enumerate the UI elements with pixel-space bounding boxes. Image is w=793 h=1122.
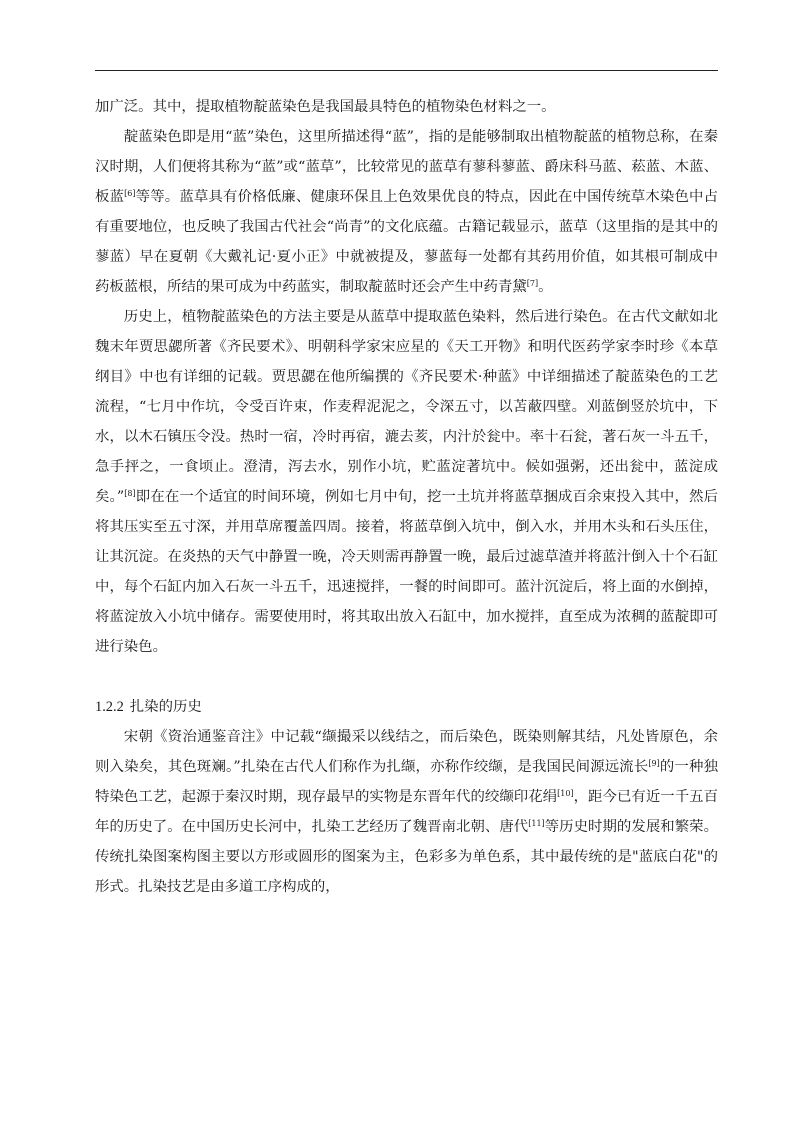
paragraph-text: 。 — [538, 279, 553, 295]
citation-ref: [9] — [648, 759, 660, 769]
section-number: 1.2.2 — [95, 699, 124, 715]
paragraph-tie-dye-history — [95, 722, 718, 902]
paragraph-continuation: 加广泛。其中，提取植物靛蓝染色是我国最具特色的植物染色材料之一。 — [95, 99, 556, 115]
paragraph-indigo-definition — [95, 122, 718, 302]
paragraph-text: 即在在一个适宜的时间环境，例如七月中旬，挖一土坑并将蓝草捆成百余束投入其中，然后将其压实至五寸深，并用草席覆盖四周。接着，将蓝草倒入坑中，倒入水，并用木头和石头压住，让其沉淀。在炎热的天气中静置一晚，冷天则需再静置一晚，最后过滤草渣并将蓝汁倒入十个石缸中，每个石缸内加入石灰一斗五千，迅速搅拌，一餐的时间即可。蓝汁沉淀后，将上面的水倒掉，将蓝淀放入小坑中储存。需要使用时，将其取出放入石缸中，加水搅拌，直至成为浓稠的蓝靛即可进行染色。 — [95, 489, 718, 655]
paragraph-text: 等历史时期的发展和繁荣。传统扎染图案构图主要以方形或圆形的图案为主，色彩多为单色系，其中最传统的是"蓝底白花"的形式。扎染技艺是由多道工序构成的， — [95, 819, 718, 895]
header-rule — [95, 70, 718, 71]
paragraph-text: 的一种独特染色工艺，起源于秦汉时期，现存最早的实物是东晋年代的绞缬印花绢 — [95, 759, 718, 805]
paragraph-text: 宋朝《资治通鉴音注》中记载“缬撮采以线结之，而后染色，既染则解其结，凡处皆原色，余则入染矣，其色斑斓。”扎染在古代人们称作为扎缬，亦称作绞缬，是我国民间源远流长 — [95, 729, 718, 775]
paragraph-text: 等等。蓝草具有价格低廉、健康环保且上色效果优良的特点，因此在中国传统草木染色中占有重要地位，也反映了我国古代社会“尚青”的文化底蕴。古籍记载显示，蓝草（这里指的是其中的蓼蓝）早在夏朝《大戴礼记·夏小正》中就被提及，蓼蓝每一处都有其药用价值，如其根可制成中药板蓝根，所结的果可成为中药蓝实，制取靛蓝时还会产生中药青黛 — [95, 189, 718, 295]
section-spacer — [95, 662, 718, 692]
section-title: 扎染的历史 — [129, 699, 202, 715]
citation-ref: [11] — [528, 819, 545, 829]
paragraph-text: 历史上，植物靛蓝染色的方法主要是从蓝草中提取蓝色染料，然后进行染色。在古代文献如北魏末年贾思勰所著《齐民要术》、明朝科学家宋应星的《天工开物》和明代医药学家李时珍《本草纲目》中也有详细的记载。贾思勰在他所编撰的《齐民要术·种蓝》中详细描述了靛蓝染色的工艺流程，“七月中作坑，令受百许束，作麦稈泥泥之，令深五寸，以苫蔽四壁。刈蓝倒竖於坑中，下水，以木石镇压令没。热时一宿，冷时再宿，漉去荄，内汁於瓮中。率十石瓮，著石灰一斗五千，急手抨之，一食顷止。澄清，泻去水，别作小坑，贮蓝淀著坑中。候如强粥，还出瓮中，蓝淀成矣。” — [95, 309, 718, 505]
citation-ref: [10] — [557, 789, 574, 799]
paragraph-indigo-history — [95, 302, 718, 662]
paragraph-text: 靛蓝染色即是用“蓝”染色，这里所描述得“蓝”，指的是能够制取出植物靛蓝的植物总称，在秦汉时期，人们便将其称为“蓝”或“蓝草”，比较常见的蓝草有蓼科蓼蓝、爵床科马蓝、菘蓝、木蓝、板蓝 — [95, 129, 718, 205]
citation-ref: [7] — [526, 279, 539, 289]
citation-ref: [6] — [124, 189, 136, 199]
paragraph-text: ，距今已有近一千五百年的历史了。在中国历史长河中，扎染工艺经历了魏晋南北朝、唐代 — [95, 789, 718, 835]
body-text — [95, 92, 718, 902]
citation-ref: [8] — [124, 489, 136, 499]
section-heading — [95, 692, 718, 722]
